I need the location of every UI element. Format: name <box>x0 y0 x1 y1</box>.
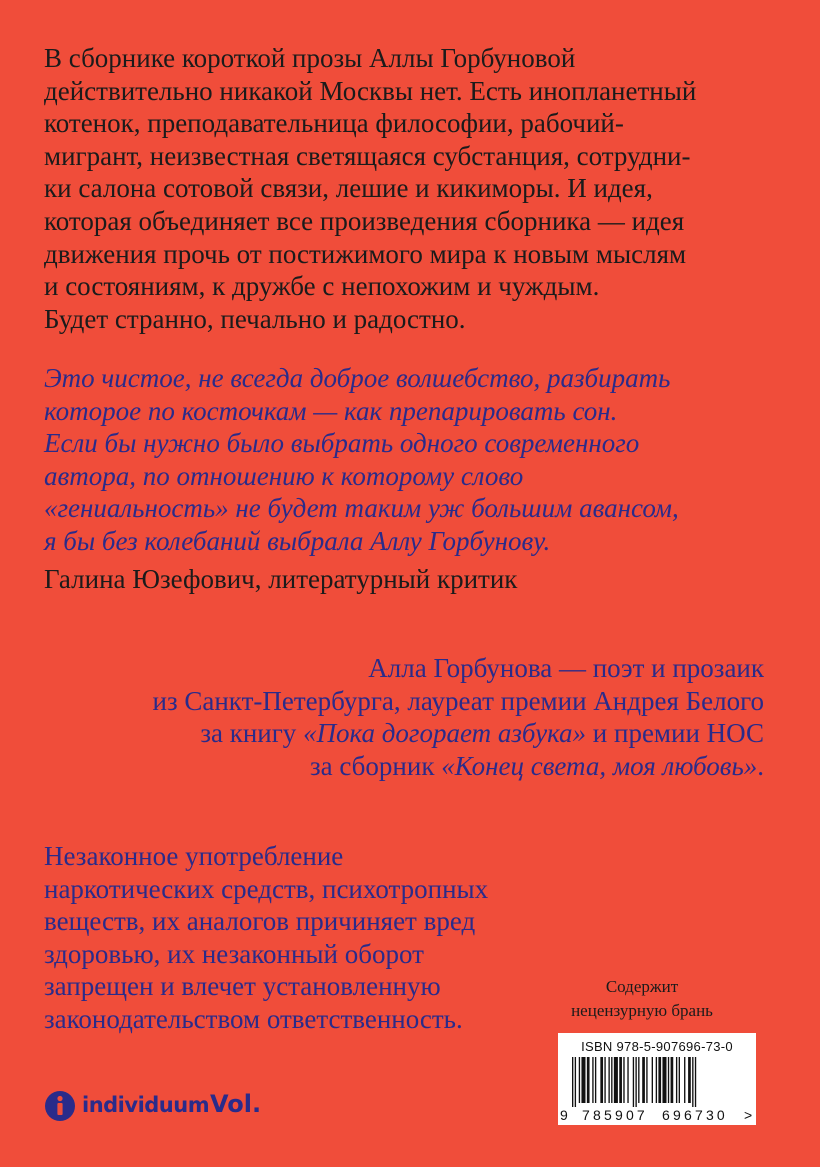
barcode-bar <box>684 1057 685 1103</box>
blurb-line: котенок, преподавательница философии, рабочий- <box>44 108 624 139</box>
blurb-line: действительно никакой Москвы нет. Есть инопланетный <box>44 75 697 106</box>
content-warning-note <box>542 975 742 1023</box>
blurb-line: В сборнике короткой прозы Аллы Горбуновой <box>44 43 576 73</box>
barcode-bar <box>638 1057 639 1103</box>
warning-line: здоровью, их незаконный оборот <box>44 938 424 969</box>
review-quote <box>44 362 764 558</box>
bio-line <box>44 717 764 750</box>
isbn-barcode <box>558 1033 756 1125</box>
barcode-bar <box>668 1057 669 1103</box>
blurb-line: Будет странно, печально и радостно. <box>44 303 466 334</box>
barcode-bar <box>581 1057 585 1103</box>
quote-attribution: Галина Юзефович, литературный критик <box>44 564 518 594</box>
quote-line: «гениальность» не будет таким уж большим авансом, <box>44 493 679 524</box>
bio-line <box>44 750 764 783</box>
warning-line: запрещен и влечет установленную <box>44 971 441 1002</box>
ean-group-1: 785907 <box>582 1107 648 1123</box>
quote-line: Это чистое, не всегда доброе волшебство, разбирать <box>44 363 671 393</box>
bio-text: и премии НОС <box>586 718 764 749</box>
blurb-line: которая объединяет все произведения сборника — идея <box>44 205 685 236</box>
ean-group-2: 696730 <box>662 1107 728 1123</box>
barcode-bar <box>662 1057 666 1103</box>
bio-text: . <box>757 750 764 781</box>
content-note-line: Содержит <box>605 977 679 996</box>
bio-text: за книгу <box>200 718 304 749</box>
barcode-bar <box>575 1057 576 1107</box>
quote-line: автора, по отношению к которому слово <box>44 460 524 491</box>
barcode-bar <box>676 1057 677 1103</box>
quote-line: Если бы нужно было выбрать одного современного <box>44 428 640 459</box>
barcode-bar <box>679 1057 680 1103</box>
warning-line: Незаконное употребление <box>44 841 344 871</box>
publisher-name: individuum <box>82 1093 210 1117</box>
barcode-bar <box>635 1057 636 1107</box>
barcode-bar <box>587 1057 590 1103</box>
warning-line: наркотических средств, психотропных <box>44 873 489 904</box>
barcode-bars <box>572 1057 744 1107</box>
ean-quiet-marker: > <box>744 1107 753 1123</box>
quote-line: которое по косточкам — как препарировать сон. <box>44 395 618 426</box>
ean-first-digit: 9 <box>560 1107 568 1123</box>
blurb-paragraph <box>44 42 764 335</box>
barcode-bar <box>614 1057 618 1103</box>
barcode-bar <box>600 1057 603 1103</box>
quote-line: я бы без колебаний выбрала Аллу Горбунову. <box>44 525 551 556</box>
blurb-line: ки салона сотовой связи, лешие и кикиморы. И идея, <box>44 173 653 204</box>
bio-text: за сборник <box>309 750 442 781</box>
barcode-bar <box>595 1057 596 1103</box>
barcode-bar <box>692 1057 693 1107</box>
barcode-bar <box>671 1057 674 1103</box>
isbn-label: ISBN 978-5-907696-73-0 <box>581 1039 733 1054</box>
barcode-bar <box>611 1057 612 1103</box>
barcode-bar <box>695 1057 696 1107</box>
barcode-bar <box>658 1057 661 1103</box>
barcode-bar <box>627 1057 628 1103</box>
barcode-bar <box>656 1057 657 1103</box>
barcode-bar <box>688 1057 691 1103</box>
barcode-bar <box>642 1057 645 1103</box>
legal-warning <box>44 840 564 1036</box>
imprint-name: Vol. <box>210 1090 262 1118</box>
info-icon <box>44 1090 76 1126</box>
blurb-line: движения прочь от постижимого мира к новым мыслям <box>44 238 687 269</box>
blurb-line: мигрант, неизвестная светящаяся субстанция, сотрудни- <box>44 140 691 171</box>
barcode-bar <box>623 1057 624 1103</box>
barcode-bar <box>646 1057 647 1103</box>
warning-line: законодательством ответственность. <box>44 1003 463 1034</box>
book-title: «Конец света, моя любовь» <box>441 750 758 781</box>
barcode-bar <box>633 1057 634 1107</box>
barcode-bar <box>652 1057 653 1103</box>
barcode-bar <box>592 1057 593 1103</box>
barcode-bar <box>619 1057 622 1103</box>
bio-line: Алла Горбунова — поэт и прозаик <box>368 653 764 683</box>
barcode-bar <box>579 1057 580 1103</box>
barcode-bar <box>608 1057 609 1103</box>
warning-line: веществ, их аналогов причиняет вред <box>44 906 476 937</box>
book-title: «Пока догорает азбука» <box>303 718 587 749</box>
barcode-bar <box>572 1057 573 1107</box>
author-bio <box>44 652 764 782</box>
content-note-line: нецензурную брань <box>571 1001 713 1020</box>
bio-line: из Санкт-Петербурга, лауреат премии Андрея Белого <box>152 685 764 716</box>
blurb-line: и состояниям, к дружбе с непохожим и чуждым. <box>44 271 600 302</box>
barcode-bar <box>604 1057 605 1103</box>
